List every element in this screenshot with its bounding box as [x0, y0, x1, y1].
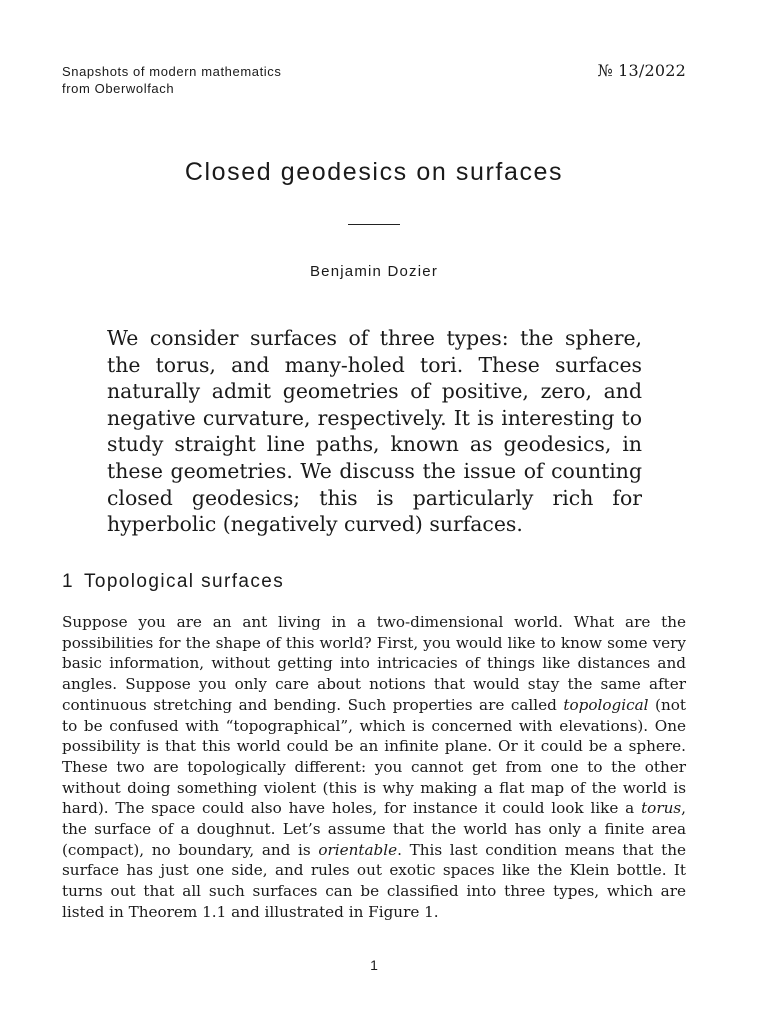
section-number: 1: [62, 571, 74, 592]
body-text-run: (not to be confused with “topographical”, which is concerned with elevations). One possibility is that this world could be an infinite plane. Or it could be a sphere. These two are topologically different: you cannot get from one to the other without doing something violent (this is why making a flat map of the world is hard). The space could also have holes, for instance it could look like a: [62, 695, 686, 818]
author-name: Benjamin Dozier: [309, 263, 439, 280]
body-text-run: . This last condition means that the surface has just one side, and rules out exotic spaces like the Klein bottle. It turns out that all such surfaces can be classified into three types, which are listed in Theorem 1.1 and illustrated in Figure 1.: [62, 840, 686, 921]
body-paragraph: [62, 612, 686, 923]
emphasis-orientable: orientable: [318, 840, 398, 859]
series-line-1: Snapshots of modern mathematics: [62, 64, 282, 79]
emphasis-topological: topological: [563, 695, 649, 714]
abstract: [107, 325, 642, 538]
body-text-run: Suppose you are an ant living in a two-dimensional world. What are the possibilities for the shape of this world? First, you would like to know some very basic information, without getting into intricacies of things like distances and angles. Suppose you only care about notions that would stay the same after continuous stretching and bending. Such properties are called: [62, 613, 686, 714]
series-name: [62, 63, 281, 97]
page-number: 1: [370, 957, 378, 973]
section-title: Topological surfaces: [83, 571, 285, 592]
emphasis-torus: torus: [641, 799, 682, 818]
section-heading: [62, 571, 284, 593]
paper-title: Closed geodesics on surfaces: [184, 158, 564, 186]
abstract-text: We consider surfaces of three types: the sphere, the torus, and many-holed tori. These surfaces naturally admit geometries of positive, zero, and negative curvature, respectively. It is interesting to study straight line paths, known as geodesics, in these geometries. We discuss the issue of counting closed geodesics; this is particularly rich for hyperbolic (negatively curved) surfaces.: [107, 326, 642, 537]
series-line-2: from Oberwolfach: [62, 81, 175, 96]
issue-number: № 13/2022: [597, 61, 686, 80]
body-text-run: , the surface of a doughnut. Let’s assume that the world has only a finite area (compact), no boundary, and is: [62, 799, 686, 859]
title-divider: [348, 224, 400, 225]
